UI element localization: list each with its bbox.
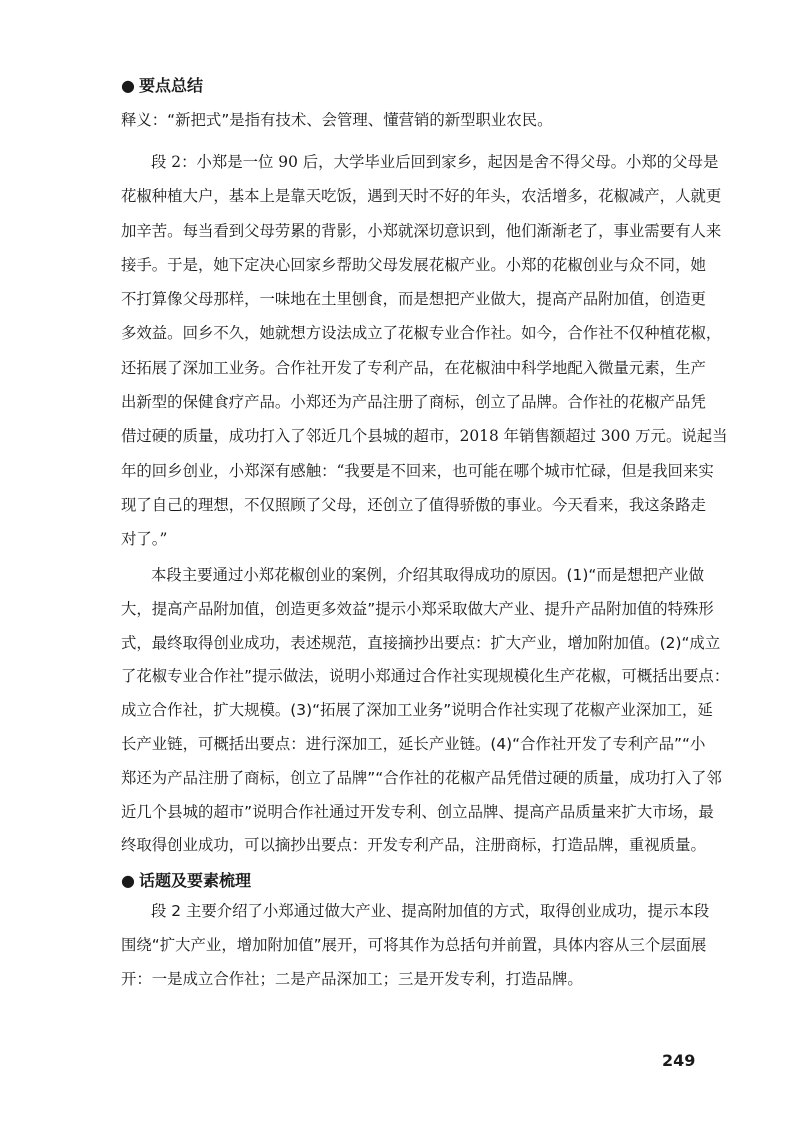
text-line: 借过硬的质量，成功打入了邻近几个县城的超市，2018 年销售额超过 300 万元。说起当 — [121, 427, 728, 446]
definition-paragraph — [121, 103, 689, 137]
text-line: 式，最终取得创业成功，表述规范，直接摘抄出要点：扩大产业，增加附加值。(2)“成立 — [121, 633, 721, 652]
text-line: 了花椒专业合作社”提示做法，说明小郑通过合作社实现规模化生产花椒，可概括出要点： — [121, 667, 730, 686]
quoted-paragraph-2 — [121, 145, 728, 557]
definition-text: 释义：“新把式”是指有技术、会管理、懂营销的新型职业农民。 — [121, 111, 553, 129]
section-heading-key-points — [121, 75, 203, 97]
section-title: 要点总结 — [139, 76, 204, 95]
text-line: 长产业链，可概括出要点：进行深加工，延长产业链。(4)“合作社开发了专利产品”“小 — [121, 734, 706, 753]
text-line: 段 2：小郑是一位 90 后，大学毕业后回到家乡，起因是舍不得父母。小郑的父母是 — [151, 153, 719, 171]
text-line: 多效益。回乡不久，她就想方设法成立了花椒专业合作社。如今，合作社不仅种植花椒， — [121, 324, 722, 343]
bullet-icon: ● — [121, 871, 135, 890]
text-line: 本段主要通过小郑花椒创业的案例，介绍其取得成功的原因。(1)“而是想把产业做 — [151, 566, 705, 584]
text-line: 段 2 主要介绍了小郑通过做大产业、提高附加值的方式，取得创业成功，提示本段 — [151, 902, 710, 920]
text-line: 不打算像父母那样，一味地在土里刨食，而是想把产业做大，提高产品附加值，创造更 — [121, 290, 706, 309]
text-line: 开：一是成立合作社；二是产品深加工；三是开发专利，打造品牌。 — [121, 969, 583, 988]
summary-paragraph — [121, 895, 710, 996]
text-line: 大，提高产品附加值，创造更多效益”提示小郑采取做大产业、提升产品附加值的特殊形 — [121, 599, 714, 618]
text-line: 加辛苦。每当看到父母劳累的背影，小郑就深切意识到，他们渐渐老了，事业需要有人来 — [121, 221, 722, 240]
text-line: 对了。” — [121, 530, 168, 549]
text-line: 成立合作社，扩大规模。(3)“拓展了深加工业务”说明合作社实现了花椒产业深加工，延 — [121, 701, 713, 720]
text-line: 郑还为产品注册了商标，创立了品牌”“合作社的花椒产品凭借过硬的质量，成功打入了邻 — [121, 768, 722, 787]
text-line: 现了自己的理想，不仅照顾了父母，还创立了值得骄傲的事业。今天看来，我这条路走 — [121, 495, 706, 514]
analysis-paragraph — [121, 559, 730, 863]
text-line: 近几个县城的超市”说明合作社通过开发专利、创立品牌、提高产品质量来扩大市场，最 — [121, 802, 714, 821]
section-heading-topic-elements — [121, 870, 251, 892]
text-line: 出新型的保健食疗产品。小郑还为产品注册了商标，创立了品牌。合作社的花椒产品凭 — [121, 393, 706, 412]
section-title: 话题及要素梳理 — [139, 871, 252, 890]
page-number: 249 — [662, 1051, 696, 1070]
bullet-icon: ● — [121, 76, 135, 95]
text-line: 接手。于是，她下定决心回家乡帮助父母发展花椒产业。小郑的花椒创业与众不同，她 — [121, 255, 706, 274]
text-line: 围绕“扩大产业，增加附加值”展开，可将其作为总括句并前置，具体内容从三个层面展 — [121, 935, 707, 954]
text-line: 还拓展了深加工业务。合作社开发了专利产品，在花椒油中科学地配入微量元素，生产 — [121, 358, 706, 377]
text-line: 年的回乡创业，小郑深有感触：“我要是不回来，也可能在哪个城市忙碌，但是我回来实 — [121, 461, 714, 480]
text-line: 终取得创业成功，可以摘抄出要点：开发专利产品，注册商标，打造品牌，重视质量。 — [121, 836, 706, 855]
text-line: 花椒种植大户，基本上是靠天吃饭，遇到天时不好的年头，农活增多，花椒减产，人就更 — [121, 187, 722, 206]
